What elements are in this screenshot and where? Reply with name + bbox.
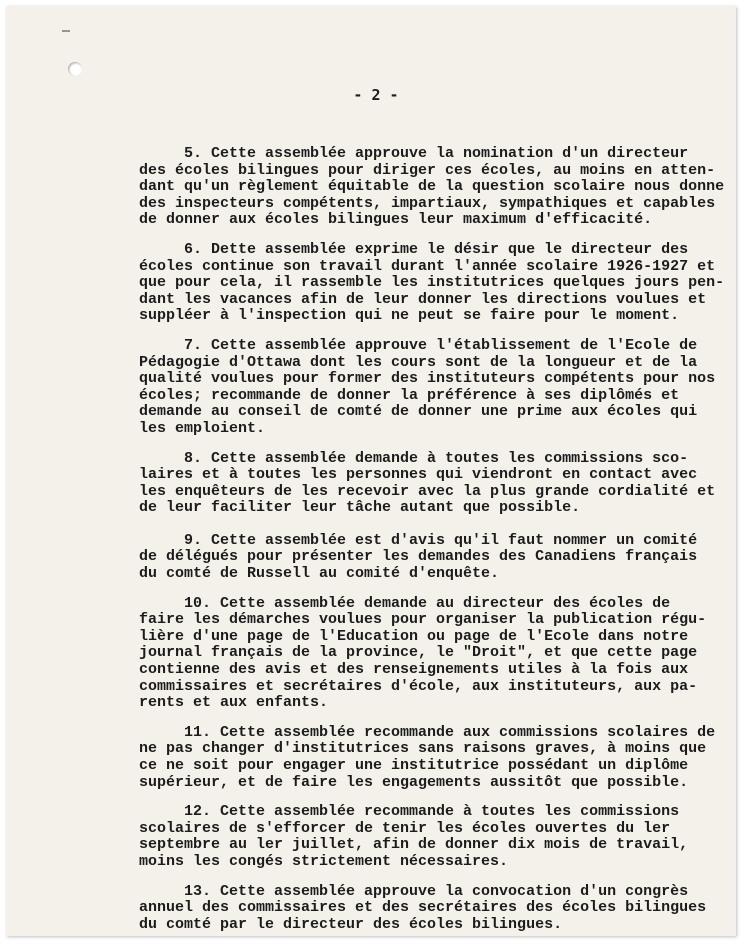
resolution-paragraph <box>139 240 725 325</box>
resolution-paragraph <box>139 596 719 712</box>
text-line: dant qu'un règlement équitable de la question scolaire nous donne <box>139 178 725 196</box>
text-line: laires et à toutes les personnes qui viendront en contact avec <box>139 466 698 484</box>
resolution-paragraph <box>139 145 725 229</box>
text-line: de donner aux écoles bilingues leur maximum d'efficacité. <box>139 211 653 229</box>
resolution-paragraph <box>139 725 719 791</box>
text-line: écoles; recommande de donner la préférence à ses diplômés et <box>139 386 680 404</box>
text-line: 10. Cette assemblée demande au directeur des écoles de <box>139 594 671 612</box>
text-line: suppléer à l'inspection qui ne peut se faire pour le moment. <box>139 307 680 325</box>
resolution-paragraph <box>139 338 719 438</box>
text-line: écoles continue son travail durant l'année scolaire 1926-1927 et <box>139 257 716 275</box>
ink-mark <box>62 30 70 32</box>
text-line: du comté de Russell au comité d'enquête. <box>139 565 500 583</box>
text-line: 7. Cette assemblée approuve l'établissement de l'Ecole de <box>139 336 698 354</box>
resolution-list <box>139 145 725 936</box>
resolution-paragraph <box>139 884 719 934</box>
text-line: septembre au ler juillet, afin de donner dix mois de travail, <box>139 836 689 854</box>
text-line: ne pas changer d'institutrices sans raisons graves, à moins que <box>139 740 707 758</box>
text-line: demande au conseil de comté de donner une prime aux écoles qui <box>139 403 698 421</box>
text-line: Pédagogie d'Ottawa dont les cours sont de la longueur et de la <box>139 353 698 371</box>
text-line: 9. Cette assemblée est d'avis qu'il faut nommer un comité <box>139 531 698 549</box>
text-line: faire les démarches voulues pour organiser la publication régu- <box>139 611 707 629</box>
text-line: scolaires de s'efforcer de tenir les écoles ouvertes du ler <box>139 819 671 837</box>
text-line: que pour cela, il rassemble les institutrices quelques jours pen- <box>139 274 725 292</box>
text-line: 11. Cette assemblée recommande aux commissions scolaires de <box>139 723 716 741</box>
resolution-paragraph <box>139 451 719 517</box>
text-line: qualité voulues pour former des instituteurs compétents pour nos <box>139 370 716 388</box>
text-line: des écoles bilingues pour diriger ces écoles, au moins en atten- <box>139 161 716 179</box>
text-line: moins les congés strictement nécessaires. <box>139 852 509 870</box>
text-line: les enquêteurs de les recevoir avec la plus grande cordialité et <box>139 482 716 500</box>
text-line: du comté par le directeur des écoles bilingues. <box>139 915 563 933</box>
text-line: annuel des commissaires et des secrétaires des écoles bilingues <box>139 899 707 917</box>
document-page <box>6 6 736 936</box>
text-line: 8. Cette assemblée demande à toutes les commissions sco- <box>139 449 689 467</box>
text-line: rents et aux enfants. <box>139 694 329 712</box>
text-line: journal français de la province, le "Droit", et que cette page <box>139 644 698 662</box>
text-line: commissaires et secrétaires d'école, aux instituteurs, aux pa- <box>139 677 698 695</box>
text-line: ce ne soit pour engager une institutrice possédant un diplôme <box>139 757 689 774</box>
text-line: 13. Cette assemblée approuve la convocation d'un congrès <box>139 882 689 900</box>
resolution-paragraph <box>139 533 719 583</box>
text-line: contienne des avis et des renseignements utiles à la fois aux <box>139 661 689 679</box>
text-line: 12. Cette assemblée recommande à toutes les commissions <box>139 803 680 821</box>
text-line: de leur faciliter leur tâche autant que possible. <box>139 499 581 517</box>
text-line: les emploient. <box>139 419 266 437</box>
text-line: 6. Dette assemblée exprime le désir que le directeur des <box>139 240 689 258</box>
text-line: supérieur, et de faire les engagements aussitôt que possible. <box>139 773 689 791</box>
page-number: - 2 - <box>353 86 399 104</box>
text-line: dant les vacances afin de leur donner les directions voulues et <box>139 290 707 308</box>
punch-hole <box>68 62 82 76</box>
resolution-paragraph <box>139 804 719 870</box>
text-line: lière d'une page de l'Education ou page de l'Ecole dans notre <box>139 627 689 645</box>
text-line: de délégués pour présenter les demandes des Canadiens français <box>139 548 698 566</box>
text-line: des inspecteurs compétents, impartiaux, sympathiques et capables <box>139 194 716 212</box>
text-line: 5. Cette assemblée approuve la nomination d'un directeur <box>139 145 689 162</box>
